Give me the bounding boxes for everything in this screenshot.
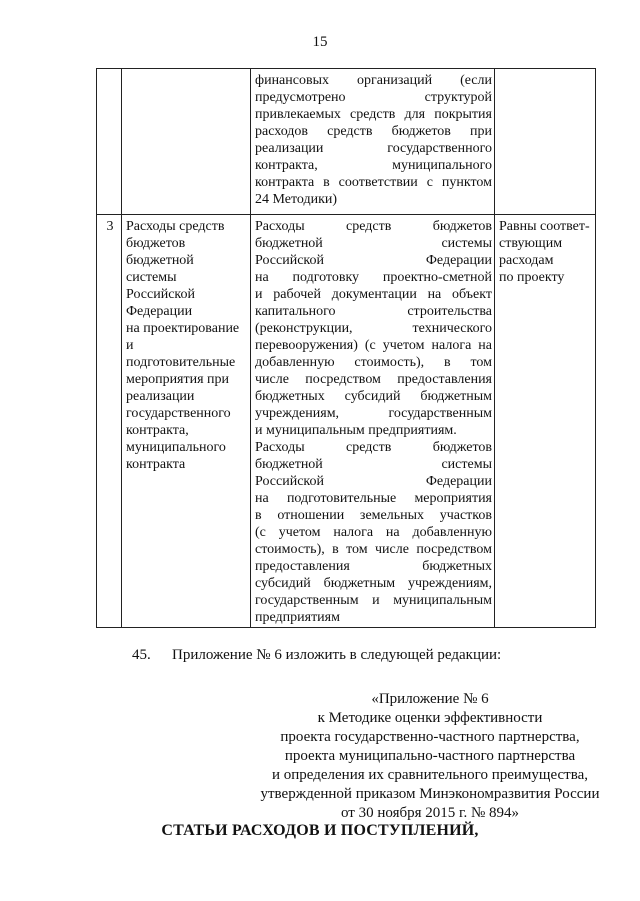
appendix-line: к Методике оценки эффективности (317, 710, 543, 726)
text-line: Российской Федерации (255, 474, 492, 489)
appendix-line: от 30 ноября 2015 г. № 894» (340, 805, 520, 821)
page-number: 15 (312, 34, 328, 50)
text-line: бюджетной системы (255, 236, 492, 251)
text-line: стоимость), в том числе посредством (255, 542, 492, 557)
cell-expense-source (495, 215, 596, 628)
text-line: Российской Федерации (255, 253, 492, 268)
text-line: Российской (126, 287, 195, 302)
text-line: в отношении земельных участков (255, 508, 492, 523)
text-line: системы (126, 270, 177, 285)
text-line: субсидий бюджетным учреждениям, (255, 576, 492, 591)
appendix-header (250, 690, 610, 823)
text-line: привлекаемых средств для покрытия (255, 107, 492, 122)
table-row-3 (97, 215, 596, 628)
cell-expense-description (251, 215, 495, 628)
text-line: бюджетов (126, 236, 186, 251)
description-paragraph-2 (255, 439, 492, 626)
text-line: учреждениям, государственным (255, 406, 492, 421)
text-line: контракта, муниципального (255, 158, 492, 173)
appendix-line: проекта государственно-частного партнерства, (280, 729, 580, 745)
table-row-continued (97, 69, 596, 215)
text-line: на подготовительные мероприятия (255, 491, 492, 506)
cell-name-empty (122, 69, 251, 215)
text-line: предприятиям (255, 610, 340, 625)
text-line: бюджетных субсидий бюджетным (255, 389, 492, 404)
text-line: финансовых организаций (если (255, 73, 492, 88)
text-line: капитального строительства (255, 304, 492, 319)
appendix-line: утвержденной приказом Минэкономразвития России (260, 786, 600, 802)
text-line: контракта в соответствии с пунктом (255, 175, 492, 190)
text-line: предоставления бюджетных (255, 559, 492, 574)
text-line: Расходы средств (126, 219, 225, 234)
text-line: бюджетной системы (255, 457, 492, 472)
text-line: перевооружения) (с учетом налога на (255, 338, 492, 353)
text-line: добавленную стоимость), в том (255, 355, 492, 370)
appendix-line: и определения их сравнительного преимущества, (271, 767, 589, 783)
text-line: (с учетом налога на добавленную (255, 525, 492, 540)
cell-description-continued (251, 69, 495, 215)
description-paragraph-1 (255, 218, 492, 439)
text-line: реализации (126, 389, 195, 404)
expense-table (96, 68, 596, 628)
text-line: предусмотрено структурой (255, 90, 492, 105)
text-line: государственным и муниципальным (255, 593, 492, 608)
text-line: и муниципальным предприятиям. (255, 423, 457, 438)
cell-expense-name (122, 215, 251, 628)
text-line: числе посредством предоставления (255, 372, 492, 387)
text-line: Расходы средств бюджетов (255, 219, 492, 234)
appendix-line: проекта муниципально-частного партнерства (284, 748, 576, 764)
text-line: на подготовку проектно-сметной (255, 270, 492, 285)
text-line: ствующим (499, 236, 563, 251)
text-line: государственного (126, 406, 231, 421)
list-item-45 (132, 647, 501, 664)
text-line: на проектирование (126, 321, 240, 336)
text-line: Расходы средств бюджетов (255, 440, 492, 455)
item-number: 45. (132, 647, 151, 663)
text-line: Равны соответ- (499, 219, 590, 234)
row-number: 3 (97, 215, 122, 628)
item-text: Приложение № 6 изложить в следующей редакции: (172, 647, 502, 663)
appendix-line: «Приложение № 6 (371, 691, 489, 707)
text-line: и (126, 338, 134, 353)
text-line: мероприятия при (126, 372, 230, 387)
text-line: подготовительные (126, 355, 236, 370)
text-line: и рабочей документации на объект (255, 287, 492, 302)
text-line: 24 Методики) (255, 192, 338, 207)
text-line: реализации государственного (255, 141, 492, 156)
text-line: контракта (126, 457, 186, 472)
section-heading: СТАТЬИ РАСХОДОВ И ПОСТУПЛЕНИЙ, (161, 822, 479, 839)
text-line: контракта, (126, 423, 189, 438)
text-line: расходов средств бюджетов при (255, 124, 492, 139)
cell-number-empty (97, 69, 122, 215)
text-line: муниципального (126, 440, 226, 455)
text-line: Федерации (126, 304, 193, 319)
text-line: расходам (499, 253, 554, 268)
text-line: по проекту (499, 270, 565, 285)
cell-source-empty (495, 69, 596, 215)
text-line: бюджетной (126, 253, 194, 268)
text-line: (реконструкции, технического (255, 321, 492, 336)
